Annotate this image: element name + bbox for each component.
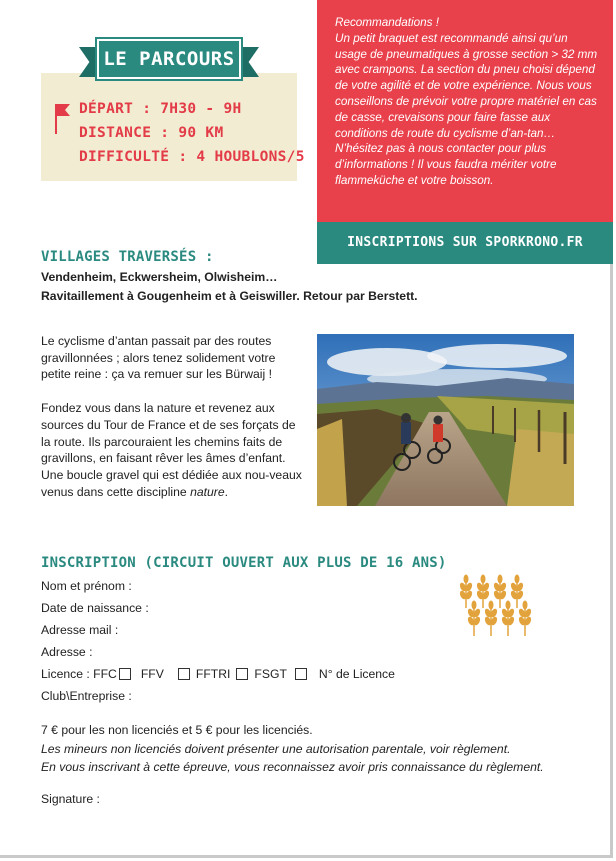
licence-label: Licence : FFC [41, 667, 117, 681]
checkbox-fsgt[interactable] [295, 668, 307, 680]
fftri-label: FFTRI [195, 667, 231, 681]
field-mail[interactable]: Adresse mail : [41, 623, 119, 637]
recommandations-title: Recommandations ! [335, 16, 439, 29]
field-adresse[interactable]: Adresse : [41, 645, 93, 659]
description-paragraph-2 [41, 400, 306, 500]
numero-licence-label: N° de Licence [318, 667, 395, 681]
checkbox-ffc[interactable] [119, 668, 131, 680]
parcours-distance: DISTANCE : 90 KM [79, 125, 224, 141]
tarifs-mineurs: Les mineurs non licenciés doivent présenter une autorisation parentale, voir règlement. [41, 741, 511, 756]
licence-row [41, 663, 395, 685]
tarifs [41, 721, 544, 777]
description-paragraph-1: Le cyclisme d’antan passait par des routes gravillonnées ; alors tenez solidement votre petite reine : ça va remuer sur les Bürwaij ! [41, 334, 276, 382]
paragraph-2-end: . [224, 484, 229, 499]
parcours-difficulte: DIFFICULTÉ : 4 HOUBLONS/5 [79, 149, 305, 165]
parcours-ribbon [79, 35, 259, 83]
parcours-depart: DÉPART : 7H30 - 9H [79, 101, 242, 117]
field-club[interactable]: Club\Entreprise : [41, 689, 132, 703]
cyclists-gravel-photo [317, 334, 574, 506]
signature-field[interactable]: Signature : [41, 792, 100, 806]
inscription-title: INSCRIPTION (CIRCUIT OUVERT AUX PLUS DE 16 ANS) [41, 555, 447, 571]
checkbox-fftri[interactable] [236, 668, 248, 680]
fsgt-label: FSGT [254, 667, 287, 681]
recommandations-text: Un petit braquet est recommandé ainsi qu’un usage de pneumatiques à grosse section > 32 mm avec crampons. La section du pneu choisi dépend de votre agilité et de votre expérience. Nous vous conseillons de prévoir votre propre matériel en cas de casse, crevaisons pour faire fasse aux conditions de route du cyclisme d’an-tan… N’hésitez pas à nous contacter pour plus d’informations ! Il vous faudra mériter votre flammeküche et votre boisson. [335, 31, 598, 187]
tarifs-reglement: En vous inscrivant à cette épreuve, vous reconnaissez avoir pris connaissance du règlement. [41, 760, 544, 774]
inscriptions-link-banner[interactable]: INSCRIPTIONS SUR SPORKRONO.FR [317, 222, 613, 264]
field-nom[interactable]: Nom et prénom : [41, 579, 132, 593]
villages-title: VILLAGES TRAVERSÉS : [41, 249, 214, 265]
parcours-details [79, 97, 305, 169]
villages-line-1: Vendenheim, Eckwersheim, Olwisheim… [41, 270, 278, 284]
tarifs-prix: 7 € pour les non licenciés et 5 € pour les licenciés. [41, 723, 313, 737]
paragraph-2-emphasis: nature [190, 484, 225, 499]
description [41, 333, 306, 517]
checkbox-ffv[interactable] [178, 668, 190, 680]
inscription-form [41, 575, 395, 707]
wheat-icon [458, 572, 542, 638]
parcours-title: LE PARCOURS [97, 39, 241, 79]
recommandations-panel [317, 0, 613, 222]
ffv-label: FFV [140, 667, 164, 681]
field-naissance[interactable]: Date de naissance : [41, 601, 149, 615]
paragraph-2-text: Fondez vous dans la nature et revenez aux sources du Tour de France et de ses forçats de la route. Ils parcouraient les chemins faits de gravillons, en faisant rêver les âmes d’enfant. Une boucle gravel qui est dédiée aux nou-veaux venus dans cette discipline [41, 401, 302, 499]
villages-text [41, 268, 418, 306]
flag-icon [54, 101, 72, 135]
villages-line-2: Ravitaillement à Gougenheim et à Geiswiller. Retour par Berstett. [41, 289, 418, 303]
